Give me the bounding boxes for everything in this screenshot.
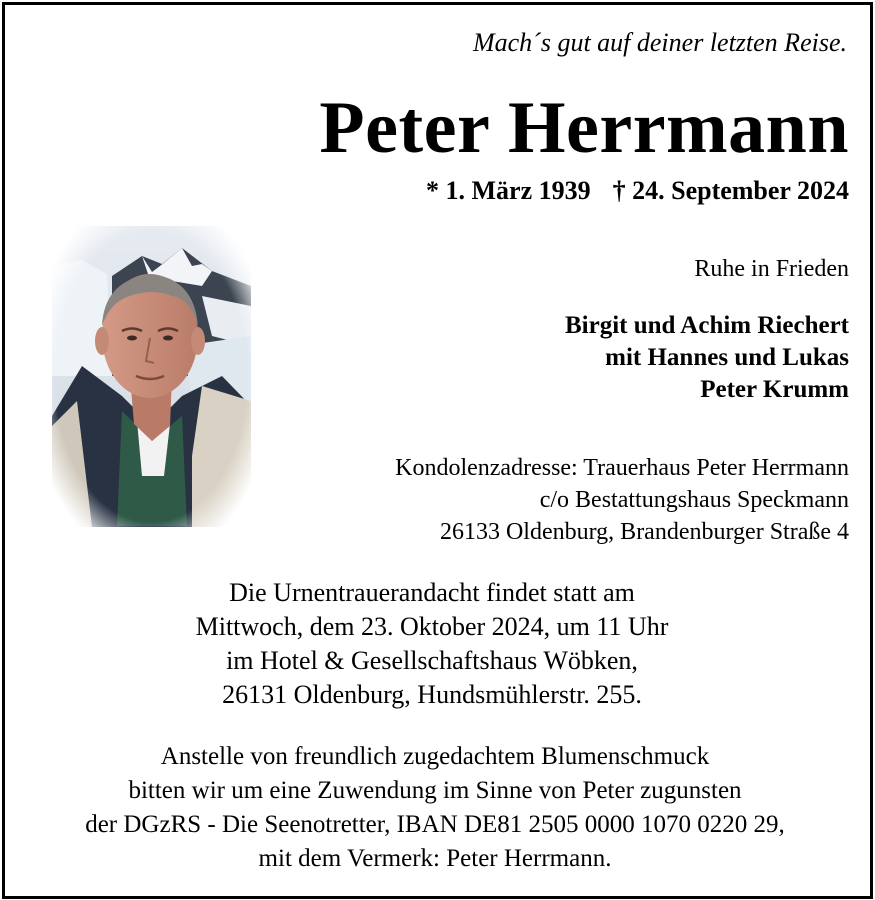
service-line: Mittwoch, dem 23. Oktober 2024, um 11 Uhr: [195, 612, 669, 641]
donation-line: Anstelle von freundlich zugedachtem Blumenschmuck: [160, 743, 710, 770]
address-line: 26133 Oldenburg, Brandenburger Straße 4: [439, 519, 849, 545]
donation-request: [0, 740, 870, 876]
mourner-line: Birgit und Achim Riechert: [564, 312, 849, 339]
rest-in-peace: Ruhe in Frieden: [694, 256, 849, 282]
address-line: Kondolenzadresse: Trauerhaus Peter Herrmann: [395, 455, 849, 481]
donation-line: mit dem Vermerk: Peter Herrmann.: [258, 845, 612, 872]
address-line: c/o Bestattungshaus Speckmann: [539, 487, 849, 513]
portrait-photo: [52, 226, 251, 527]
donation-line: bitten wir um eine Zuwendung im Sinne von Peter zugunsten: [128, 777, 742, 804]
birth-date: * 1. März 1939: [425, 176, 591, 205]
deceased-name: Peter Herrmann: [319, 87, 849, 169]
donation-line: der DGzRS - Die Seenotretter, IBAN DE81 2505 0000 1070 0220 29,: [85, 811, 785, 838]
mourner-line: mit Hannes und Lukas: [605, 344, 849, 371]
life-dates: [426, 176, 849, 206]
mourners-list: [565, 310, 849, 406]
mourner-line: Peter Krumm: [700, 376, 849, 403]
service-line: Die Urnentrauerandacht findet statt am: [229, 578, 635, 607]
death-date: † 24. September 2024: [612, 176, 849, 205]
service-line: im Hotel & Gesellschaftshaus Wöbken,: [226, 646, 638, 675]
condolence-address: [395, 452, 849, 548]
memorial-service-info: [172, 576, 692, 712]
service-line: 26131 Oldenburg, Hundsmühlerstr. 255.: [222, 680, 642, 709]
motto: Mach´s gut auf deiner letzten Reise.: [472, 28, 847, 57]
